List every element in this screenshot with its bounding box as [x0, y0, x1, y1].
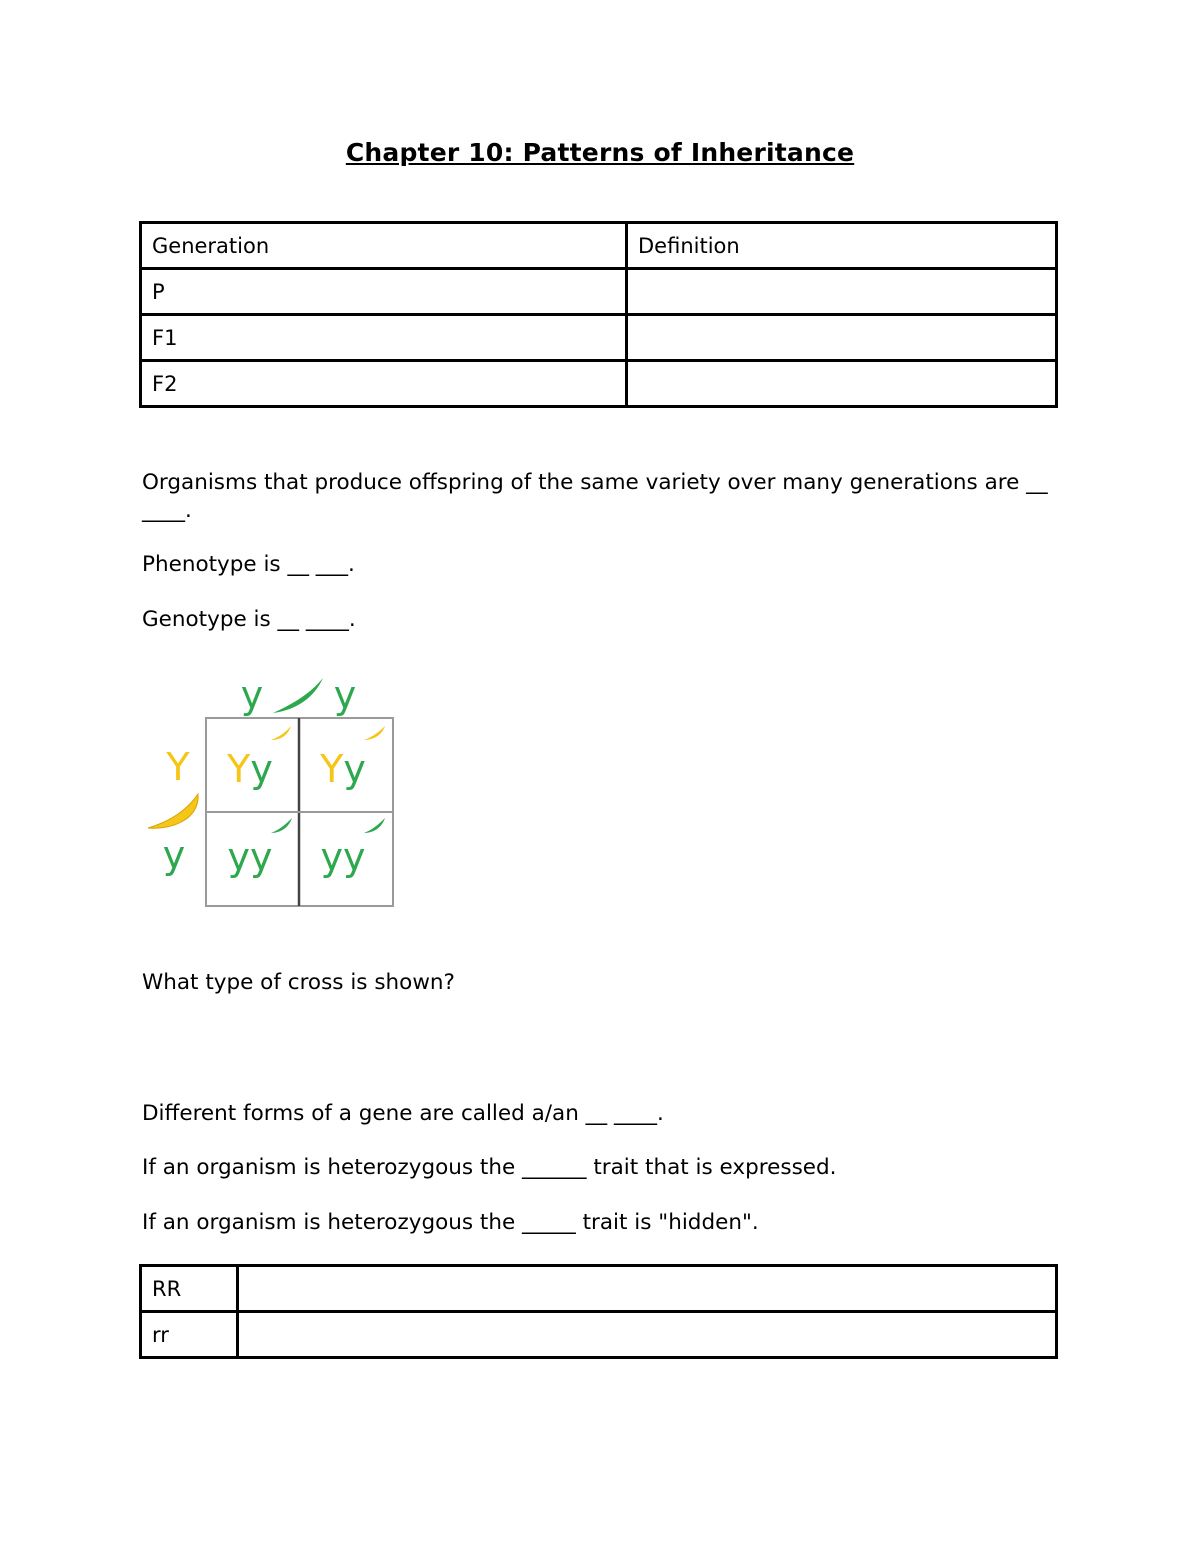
generation-cell: P	[141, 269, 627, 315]
allele-letter: Y	[227, 747, 251, 791]
page-title: Chapter 10: Patterns of Inheritance	[345, 138, 855, 167]
top-allele-label: y	[240, 673, 264, 717]
yellow-pod-icon	[148, 794, 198, 828]
table-header-row	[141, 223, 1057, 269]
punnett-cell-genotype	[226, 747, 273, 791]
side-allele-label: y	[162, 833, 186, 877]
genotype-cell: RR	[141, 1266, 238, 1312]
punnett-square	[140, 670, 410, 915]
question-true-breeding: Organisms that produce offspring of the same variety over many generations are __ ____.	[142, 470, 1048, 523]
question-phenotype: Phenotype is __ ___.	[142, 552, 355, 577]
genotype-table	[139, 1264, 1058, 1359]
definition-cell	[627, 269, 1057, 315]
header-generation: Generation	[141, 223, 627, 269]
header-definition: Definition	[627, 223, 1057, 269]
generation-cell: F1	[141, 315, 627, 361]
punnett-cell-genotype	[319, 747, 366, 791]
description-cell	[238, 1312, 1057, 1358]
question-alleles: Different forms of a gene are called a/an __ ____.	[142, 1101, 664, 1126]
green-pod-icon	[273, 678, 323, 713]
definition-cell	[627, 315, 1057, 361]
allele-letter: y	[250, 747, 273, 791]
question-dominant: If an organism is heterozygous the ______ trait that is expressed.	[142, 1155, 837, 1180]
allele-letter: y	[227, 835, 250, 879]
table-row	[141, 1266, 1057, 1312]
question-recessive: If an organism is heterozygous the _____ trait is "hidden".	[142, 1210, 759, 1235]
table-row	[141, 269, 1057, 315]
allele-letter: y	[343, 747, 366, 791]
allele-letter: y	[250, 835, 273, 879]
generation-cell: F2	[141, 361, 627, 407]
allele-letter: y	[320, 835, 343, 879]
question-cross-type: What type of cross is shown?	[142, 970, 455, 995]
top-allele-label: y	[333, 673, 357, 717]
description-cell	[238, 1266, 1057, 1312]
allele-letter: y	[343, 835, 366, 879]
table-row	[141, 1312, 1057, 1358]
punnett-cell-genotype	[228, 835, 273, 879]
table-row	[141, 361, 1057, 407]
side-allele-label: Y	[166, 745, 190, 789]
definition-cell	[627, 361, 1057, 407]
generation-table	[139, 221, 1058, 408]
table-row	[141, 315, 1057, 361]
question-genotype: Genotype is __ ____.	[142, 607, 356, 632]
genotype-cell: rr	[141, 1312, 238, 1358]
punnett-cell-genotype	[321, 835, 366, 879]
allele-letter: Y	[320, 747, 344, 791]
